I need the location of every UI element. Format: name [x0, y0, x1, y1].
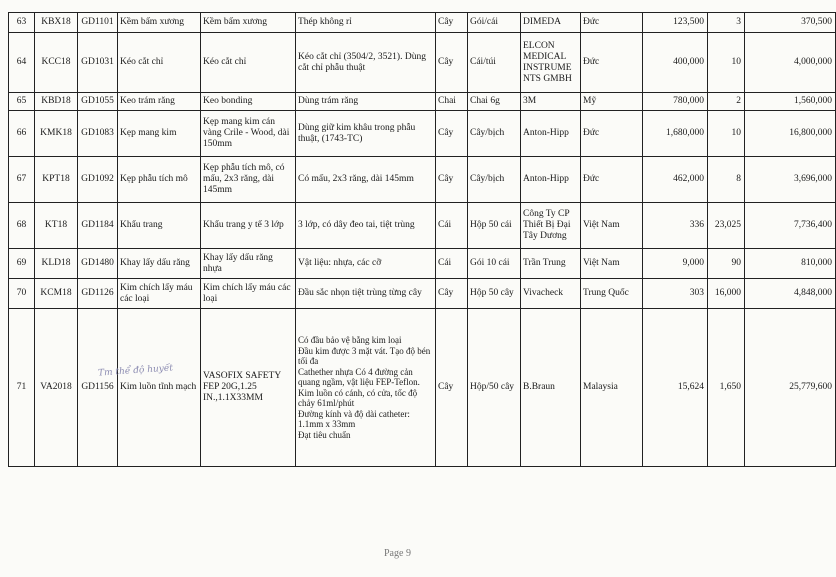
unit-price-cell: 15,624	[643, 309, 708, 467]
handwritten-note: Tm thể độ huyết	[97, 363, 174, 379]
item-name-cell: Kẹp mang kim	[118, 111, 201, 157]
unit-price-cell: 9,000	[643, 249, 708, 279]
item-name-cell: Khẩu trang	[118, 203, 201, 249]
trade-name-cell: Kẹp mang kim cán vàng Crile - Wood, dài 150mm	[201, 111, 296, 157]
packaging-cell: Gói/cái	[468, 13, 521, 33]
gd-code-cell: GD1031	[78, 33, 118, 93]
table-row	[9, 157, 836, 203]
item-code-cell: KLD18	[35, 249, 78, 279]
specification-cell: Thép không rỉ	[296, 13, 436, 33]
row-number-cell: 71	[9, 309, 35, 467]
row-number-cell: 63	[9, 13, 35, 33]
item-code-cell: KBX18	[35, 13, 78, 33]
total-amount-cell: 25,779,600	[745, 309, 836, 467]
item-code-cell: KPT18	[35, 157, 78, 203]
total-amount-cell: 1,560,000	[745, 93, 836, 111]
manufacturer-cell: Trần Trung	[521, 249, 581, 279]
total-amount-cell: 16,800,000	[745, 111, 836, 157]
item-code-cell: KBD18	[35, 93, 78, 111]
country-cell: Mỹ	[581, 93, 643, 111]
unit-price-cell: 400,000	[643, 33, 708, 93]
quantity-cell: 90	[708, 249, 745, 279]
packaging-cell: Cây/bịch	[468, 157, 521, 203]
unit-price-cell: 303	[643, 279, 708, 309]
country-cell: Đức	[581, 13, 643, 33]
manufacturer-cell: DIMEDA	[521, 13, 581, 33]
total-amount-cell: 7,736,400	[745, 203, 836, 249]
unit-cell: Cái	[436, 249, 468, 279]
item-name-cell: Kéo cắt chỉ	[118, 33, 201, 93]
specification-cell: Có mấu, 2x3 răng, dài 145mm	[296, 157, 436, 203]
country-cell: Malaysia	[581, 309, 643, 467]
total-amount-cell: 3,696,000	[745, 157, 836, 203]
country-cell: Việt Nam	[581, 203, 643, 249]
unit-cell: Cây	[436, 13, 468, 33]
gd-code-cell: GD1083	[78, 111, 118, 157]
specification-cell: Vật liệu: nhựa, các cỡ	[296, 249, 436, 279]
quantity-cell: 10	[708, 111, 745, 157]
manufacturer-cell: Vivacheck	[521, 279, 581, 309]
table-row	[9, 111, 836, 157]
table-row	[9, 249, 836, 279]
packaging-cell: Chai 6g	[468, 93, 521, 111]
document-sheet	[8, 12, 836, 467]
manufacturer-cell: B.Braun	[521, 309, 581, 467]
unit-cell: Cây	[436, 157, 468, 203]
table-row	[9, 13, 836, 33]
unit-cell: Cây	[436, 111, 468, 157]
row-number-cell: 65	[9, 93, 35, 111]
unit-cell: Cái	[436, 203, 468, 249]
packaging-cell: Gói 10 cái	[468, 249, 521, 279]
trade-name-cell: Kẹp phẫu tích mô, có mấu, 2x3 răng, dài 145mm	[201, 157, 296, 203]
row-number-cell: 67	[9, 157, 35, 203]
specification-cell: Kéo cắt chỉ (3504/2, 3521). Dùng cắt chỉ phẫu thuật	[296, 33, 436, 93]
specification-cell: 3 lớp, có dây đeo tai, tiệt trùng	[296, 203, 436, 249]
item-name-cell: Kẹp phẫu tích mô	[118, 157, 201, 203]
row-number-cell: 69	[9, 249, 35, 279]
gd-code-cell: GD1156	[78, 309, 118, 467]
gd-code-cell: GD1126	[78, 279, 118, 309]
row-number-cell: 68	[9, 203, 35, 249]
unit-price-cell: 1,680,000	[643, 111, 708, 157]
item-code-cell: KMK18	[35, 111, 78, 157]
unit-price-cell: 123,500	[643, 13, 708, 33]
trade-name-cell: VASOFIX SAFETY FEP 20G,1.25 IN.,1.1X33MM	[201, 309, 296, 467]
item-name-cell: Keo trám răng	[118, 93, 201, 111]
total-amount-cell: 370,500	[745, 13, 836, 33]
gd-code-cell: GD1055	[78, 93, 118, 111]
manufacturer-cell: Công Ty CP Thiết Bị Đại Tây Dương	[521, 203, 581, 249]
gd-code-cell: GD1092	[78, 157, 118, 203]
manufacturer-cell: Anton-Hipp	[521, 111, 581, 157]
supply-table	[8, 12, 836, 467]
row-number-cell: 64	[9, 33, 35, 93]
unit-cell: Cây	[436, 279, 468, 309]
item-name-cell: Kim chích lấy máu các loại	[118, 279, 201, 309]
trade-name-cell: Kéo cắt chỉ	[201, 33, 296, 93]
row-number-cell: 66	[9, 111, 35, 157]
total-amount-cell: 810,000	[745, 249, 836, 279]
manufacturer-cell: 3M	[521, 93, 581, 111]
trade-name-cell: Khay lấy dấu răng nhựa	[201, 249, 296, 279]
gd-code-cell: GD1101	[78, 13, 118, 33]
row-number-cell: 70	[9, 279, 35, 309]
quantity-cell: 1,650	[708, 309, 745, 467]
trade-name-cell: Keo bonding	[201, 93, 296, 111]
item-name-cell: Kim luồn tĩnh mạch	[118, 309, 201, 467]
quantity-cell: 2	[708, 93, 745, 111]
item-code-cell: KCM18	[35, 279, 78, 309]
table-row	[9, 203, 836, 249]
total-amount-cell: 4,000,000	[745, 33, 836, 93]
table-row	[9, 279, 836, 309]
packaging-cell: Cây/bịch	[468, 111, 521, 157]
table-row	[9, 33, 836, 93]
manufacturer-cell: ELCON MEDICAL INSTRUMENTS GMBH	[521, 33, 581, 93]
trade-name-cell: Kim chích lấy máu các loại	[201, 279, 296, 309]
table-row	[9, 309, 836, 467]
page-number: Page 9	[384, 548, 411, 559]
packaging-cell: Hộp/50 cây	[468, 309, 521, 467]
country-cell: Trung Quốc	[581, 279, 643, 309]
table-body	[9, 13, 836, 467]
unit-cell: Chai	[436, 93, 468, 111]
quantity-cell: 10	[708, 33, 745, 93]
trade-name-cell: Khẩu trang y tế 3 lớp	[201, 203, 296, 249]
gd-code-cell: GD1184	[78, 203, 118, 249]
specification-cell: Dùng trám răng	[296, 93, 436, 111]
specification-cell: Đầu sắc nhọn tiệt trùng từng cây	[296, 279, 436, 309]
manufacturer-cell: Anton-Hipp	[521, 157, 581, 203]
quantity-cell: 8	[708, 157, 745, 203]
unit-cell: Cây	[436, 33, 468, 93]
trade-name-cell: Kềm bấm xương	[201, 13, 296, 33]
country-cell: Đức	[581, 157, 643, 203]
unit-cell: Cây	[436, 309, 468, 467]
unit-price-cell: 462,000	[643, 157, 708, 203]
packaging-cell: Cái/túi	[468, 33, 521, 93]
item-code-cell: VA2018	[35, 309, 78, 467]
unit-price-cell: 780,000	[643, 93, 708, 111]
quantity-cell: 23,025	[708, 203, 745, 249]
item-code-cell: KCC18	[35, 33, 78, 93]
item-name-cell: Kềm bấm xương	[118, 13, 201, 33]
country-cell: Đức	[581, 111, 643, 157]
specification-cell: Dùng giữ kim khâu trong phẫu thuật, (1743-TC)	[296, 111, 436, 157]
table-row	[9, 93, 836, 111]
quantity-cell: 16,000	[708, 279, 745, 309]
country-cell: Việt Nam	[581, 249, 643, 279]
country-cell: Đức	[581, 33, 643, 93]
specification-cell: Có đầu bảo vệ bằng kim loại Đầu kim được 3 mặt vát. Tạo độ bén tối đa Cathether nhựa Có 4 đường cản quang ngầm, vật liệu FEP-Teflon. Kim luồn có cánh, có cửa, tốc độ chảy 61ml/phút Đường kính và độ dài catheter: 1.1mm x 33mm Đạt tiêu chuẩn	[296, 309, 436, 467]
item-code-cell: KT18	[35, 203, 78, 249]
packaging-cell: Hộp 50 cây	[468, 279, 521, 309]
total-amount-cell: 4,848,000	[745, 279, 836, 309]
quantity-cell: 3	[708, 13, 745, 33]
gd-code-cell: GD1480	[78, 249, 118, 279]
packaging-cell: Hộp 50 cái	[468, 203, 521, 249]
unit-price-cell: 336	[643, 203, 708, 249]
item-name-cell: Khay lấy dấu răng	[118, 249, 201, 279]
